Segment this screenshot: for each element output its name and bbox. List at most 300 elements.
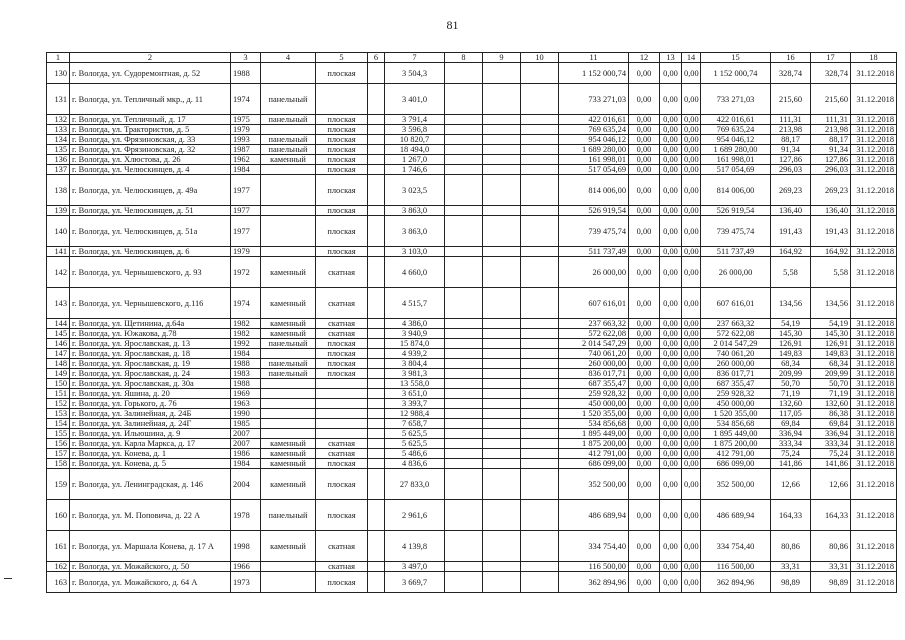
funding-cell: 0,00 <box>629 419 660 429</box>
empty-cell <box>368 572 385 593</box>
empty-cell <box>368 419 385 429</box>
column-number-header: 1 <box>47 53 70 63</box>
sum-cell: 740 061,20 <box>701 349 771 359</box>
unit-cost-cell: 164,92 <box>771 247 811 257</box>
wall-material-cell <box>261 409 316 419</box>
address-cell: г. Вологда, ул. Челюскинцев, д. 51а <box>70 216 231 247</box>
table-row <box>47 572 897 593</box>
funding-cell: 0,00 <box>682 257 701 288</box>
funding-cell: 0,00 <box>660 572 682 593</box>
unit-cost-cell: 127,86 <box>811 155 851 165</box>
address-cell: г. Вологда, ул. Челюскинцев, д. 49а <box>70 175 231 206</box>
row-number-cell: 146 <box>47 339 70 349</box>
year-cell: 1986 <box>231 449 261 459</box>
roof-type-cell <box>316 409 368 419</box>
row-number-cell: 136 <box>47 155 70 165</box>
funding-cell: 0,00 <box>660 531 682 562</box>
empty-cell <box>445 379 483 389</box>
empty-cell <box>521 145 559 155</box>
empty-cell <box>445 216 483 247</box>
table-row <box>47 216 897 247</box>
roof-type-cell: плоская <box>316 206 368 216</box>
empty-cell <box>445 562 483 572</box>
roof-type-cell: плоская <box>316 165 368 175</box>
year-cell: 1987 <box>231 145 261 155</box>
unit-cost-cell: 141,86 <box>811 459 851 469</box>
empty-cell <box>483 379 521 389</box>
funding-cell: 0,00 <box>629 339 660 349</box>
funding-cell: 0,00 <box>682 247 701 257</box>
date-cell: 31.12.2018 <box>851 115 897 125</box>
total-cost-cell: 517 054,69 <box>559 165 629 175</box>
column-number-header: 10 <box>521 53 559 63</box>
year-cell: 1984 <box>231 349 261 359</box>
roof-type-cell: скатная <box>316 562 368 572</box>
column-number-header: 14 <box>682 53 701 63</box>
sum-cell: 237 663,32 <box>701 319 771 329</box>
roof-type-cell: плоская <box>316 63 368 84</box>
funding-cell: 0,00 <box>660 319 682 329</box>
column-number-header: 5 <box>316 53 368 63</box>
table-row <box>47 389 897 399</box>
date-cell: 31.12.2018 <box>851 145 897 155</box>
row-number-cell: 131 <box>47 84 70 115</box>
sum-cell: 450 000,00 <box>701 399 771 409</box>
unit-cost-cell: 98,89 <box>771 572 811 593</box>
empty-cell <box>483 115 521 125</box>
table-row <box>47 145 897 155</box>
row-number-cell: 150 <box>47 379 70 389</box>
sum-cell: 1 875 200,00 <box>701 439 771 449</box>
funding-cell: 0,00 <box>660 63 682 84</box>
row-number-cell: 149 <box>47 369 70 379</box>
table-row <box>47 459 897 469</box>
table-row <box>47 135 897 145</box>
total-cost-cell: 1 875 200,00 <box>559 439 629 449</box>
unit-cost-cell: 75,24 <box>811 449 851 459</box>
empty-cell <box>483 469 521 500</box>
funding-cell: 0,00 <box>660 439 682 449</box>
sum-cell: 362 894,96 <box>701 572 771 593</box>
column-number-header: 11 <box>559 53 629 63</box>
unit-cost-cell: 149,83 <box>811 349 851 359</box>
empty-cell <box>483 531 521 562</box>
unit-cost-cell: 213,98 <box>771 125 811 135</box>
funding-cell: 0,00 <box>629 531 660 562</box>
unit-cost-cell: 12,66 <box>771 469 811 500</box>
empty-cell <box>483 135 521 145</box>
funding-cell: 0,00 <box>682 175 701 206</box>
empty-cell <box>483 339 521 349</box>
funding-cell: 0,00 <box>660 216 682 247</box>
funding-cell: 0,00 <box>682 572 701 593</box>
address-cell: г. Вологда, ул. Ярославская, д. 13 <box>70 339 231 349</box>
unit-cost-cell: 215,60 <box>811 84 851 115</box>
table-row <box>47 359 897 369</box>
funding-cell: 0,00 <box>682 459 701 469</box>
sum-cell: 739 475,74 <box>701 216 771 247</box>
wall-material-cell <box>261 419 316 429</box>
funding-cell: 0,00 <box>682 439 701 449</box>
unit-cost-cell: 145,30 <box>811 329 851 339</box>
empty-cell <box>521 419 559 429</box>
unit-cost-cell: 86,38 <box>811 409 851 419</box>
year-cell: 1998 <box>231 531 261 562</box>
area-cell: 5 486,6 <box>385 449 445 459</box>
unit-cost-cell: 54,19 <box>811 319 851 329</box>
empty-cell <box>521 449 559 459</box>
year-cell: 1974 <box>231 84 261 115</box>
table-row <box>47 115 897 125</box>
date-cell: 31.12.2018 <box>851 369 897 379</box>
year-cell: 1979 <box>231 125 261 135</box>
roof-type-cell <box>316 84 368 115</box>
total-cost-cell: 237 663,32 <box>559 319 629 329</box>
wall-material-cell <box>261 125 316 135</box>
wall-material-cell: панельный <box>261 359 316 369</box>
address-cell: г. Вологда, ул. Тепличный, д. 17 <box>70 115 231 125</box>
unit-cost-cell: 269,23 <box>771 175 811 206</box>
unit-cost-cell: 111,31 <box>811 115 851 125</box>
funding-cell: 0,00 <box>682 63 701 84</box>
table-row <box>47 500 897 531</box>
roof-type-cell: плоская <box>316 459 368 469</box>
empty-cell <box>368 399 385 409</box>
empty-cell <box>521 389 559 399</box>
funding-cell: 0,00 <box>682 319 701 329</box>
address-cell: г. Вологда, ул. Залинейная, д. 24Б <box>70 409 231 419</box>
empty-cell <box>368 500 385 531</box>
row-number-cell: 158 <box>47 459 70 469</box>
total-cost-cell: 1 152 000,74 <box>559 63 629 84</box>
empty-cell <box>521 135 559 145</box>
unit-cost-cell: 69,84 <box>771 419 811 429</box>
table-row <box>47 531 897 562</box>
wall-material-cell: каменный <box>261 439 316 449</box>
empty-cell <box>445 319 483 329</box>
empty-cell <box>521 459 559 469</box>
page-number: 81 <box>446 18 459 32</box>
unit-cost-cell: 145,30 <box>771 329 811 339</box>
address-cell: г. Вологда, ул. Трактористов, д. 5 <box>70 125 231 135</box>
date-cell: 31.12.2018 <box>851 459 897 469</box>
total-cost-cell: 1 689 280,00 <box>559 145 629 155</box>
unit-cost-cell: 336,94 <box>811 429 851 439</box>
empty-cell <box>445 459 483 469</box>
unit-cost-cell: 136,40 <box>811 206 851 216</box>
area-cell: 4 515,7 <box>385 288 445 319</box>
address-cell: г. Вологда, ул. Хлюстова, д. 26 <box>70 155 231 165</box>
year-cell: 1988 <box>231 63 261 84</box>
funding-cell: 0,00 <box>682 389 701 399</box>
empty-cell <box>521 319 559 329</box>
empty-cell <box>483 257 521 288</box>
wall-material-cell: каменный <box>261 459 316 469</box>
funding-cell: 0,00 <box>629 206 660 216</box>
area-cell: 3 804,4 <box>385 359 445 369</box>
roof-type-cell <box>316 379 368 389</box>
table-row <box>47 84 897 115</box>
unit-cost-cell: 117,05 <box>771 409 811 419</box>
sum-cell: 572 622,08 <box>701 329 771 339</box>
unit-cost-cell: 50,70 <box>811 379 851 389</box>
table-row <box>47 419 897 429</box>
table-row <box>47 409 897 419</box>
sum-cell: 1 152 000,74 <box>701 63 771 84</box>
funding-cell: 0,00 <box>682 531 701 562</box>
empty-cell <box>368 145 385 155</box>
empty-cell <box>483 288 521 319</box>
unit-cost-cell: 126,91 <box>771 339 811 349</box>
row-number-cell: 157 <box>47 449 70 459</box>
roof-type-cell: плоская <box>316 155 368 165</box>
date-cell: 31.12.2018 <box>851 469 897 500</box>
funding-cell: 0,00 <box>629 469 660 500</box>
empty-cell <box>521 329 559 339</box>
empty-cell <box>483 155 521 165</box>
empty-cell <box>445 349 483 359</box>
column-number-header: 12 <box>629 53 660 63</box>
empty-cell <box>368 216 385 247</box>
row-number-cell: 133 <box>47 125 70 135</box>
date-cell: 31.12.2018 <box>851 379 897 389</box>
roof-type-cell: плоская <box>316 469 368 500</box>
empty-cell <box>445 389 483 399</box>
unit-cost-cell: 68,34 <box>811 359 851 369</box>
year-cell: 1977 <box>231 206 261 216</box>
funding-cell: 0,00 <box>660 175 682 206</box>
date-cell: 31.12.2018 <box>851 175 897 206</box>
funding-cell: 0,00 <box>629 257 660 288</box>
empty-cell <box>521 349 559 359</box>
sum-cell: 1 895 449,00 <box>701 429 771 439</box>
empty-cell <box>445 329 483 339</box>
address-cell: г. Вологда, ул. Можайского, д. 64 А <box>70 572 231 593</box>
empty-cell <box>445 399 483 409</box>
address-cell: г. Вологда, ул. Конева, д. 1 <box>70 449 231 459</box>
funding-cell: 0,00 <box>629 439 660 449</box>
funding-cell: 0,00 <box>682 329 701 339</box>
wall-material-cell: каменный <box>261 449 316 459</box>
roof-type-cell: скатная <box>316 288 368 319</box>
funding-cell: 0,00 <box>660 399 682 409</box>
empty-cell <box>368 429 385 439</box>
roof-type-cell: плоская <box>316 572 368 593</box>
empty-cell <box>368 84 385 115</box>
roof-type-cell <box>316 399 368 409</box>
roof-type-cell: плоская <box>316 135 368 145</box>
wall-material-cell <box>261 572 316 593</box>
funding-cell: 0,00 <box>682 469 701 500</box>
empty-cell <box>483 409 521 419</box>
empty-cell <box>483 419 521 429</box>
funding-cell: 0,00 <box>660 247 682 257</box>
empty-cell <box>521 379 559 389</box>
column-number-header: 15 <box>701 53 771 63</box>
empty-cell <box>445 339 483 349</box>
unit-cost-cell: 132,60 <box>811 399 851 409</box>
area-cell: 3 504,3 <box>385 63 445 84</box>
row-number-cell: 144 <box>47 319 70 329</box>
funding-cell: 0,00 <box>660 449 682 459</box>
total-cost-cell: 572 622,08 <box>559 329 629 339</box>
roof-type-cell: скатная <box>316 531 368 562</box>
empty-cell <box>445 165 483 175</box>
empty-cell <box>368 339 385 349</box>
area-cell: 3 497,0 <box>385 562 445 572</box>
table-row <box>47 247 897 257</box>
empty-cell <box>521 531 559 562</box>
address-cell: г. Вологда, ул. Тепличный мкр., д. 11 <box>70 84 231 115</box>
total-cost-cell: 161 998,01 <box>559 155 629 165</box>
unit-cost-cell: 5,58 <box>811 257 851 288</box>
funding-cell: 0,00 <box>682 135 701 145</box>
empty-cell <box>483 165 521 175</box>
area-cell: 4 660,0 <box>385 257 445 288</box>
wall-material-cell <box>261 379 316 389</box>
year-cell: 1988 <box>231 379 261 389</box>
year-cell: 1974 <box>231 288 261 319</box>
table-row <box>47 319 897 329</box>
area-cell: 12 988,4 <box>385 409 445 419</box>
row-number-cell: 154 <box>47 419 70 429</box>
wall-material-cell: каменный <box>261 155 316 165</box>
address-cell: г. Вологда, ул. Ильюшина, д. 9 <box>70 429 231 439</box>
funding-cell: 0,00 <box>682 216 701 247</box>
funding-cell: 0,00 <box>660 155 682 165</box>
funding-cell: 0,00 <box>660 339 682 349</box>
empty-cell <box>521 339 559 349</box>
empty-cell <box>368 115 385 125</box>
funding-cell: 0,00 <box>660 409 682 419</box>
funding-cell: 0,00 <box>682 399 701 409</box>
year-cell: 1988 <box>231 359 261 369</box>
funding-cell: 0,00 <box>629 329 660 339</box>
funding-cell: 0,00 <box>660 379 682 389</box>
area-cell: 1 267,0 <box>385 155 445 165</box>
sum-cell: 161 998,01 <box>701 155 771 165</box>
wall-material-cell: каменный <box>261 469 316 500</box>
unit-cost-cell: 88,17 <box>771 135 811 145</box>
margin-mark <box>4 578 12 579</box>
funding-cell: 0,00 <box>682 288 701 319</box>
year-cell: 1973 <box>231 572 261 593</box>
funding-cell: 0,00 <box>629 359 660 369</box>
total-cost-cell: 733 271,03 <box>559 84 629 115</box>
unit-cost-cell: 209,99 <box>771 369 811 379</box>
unit-cost-cell: 80,86 <box>771 531 811 562</box>
funding-cell: 0,00 <box>660 562 682 572</box>
empty-cell <box>483 359 521 369</box>
area-cell: 3 596,8 <box>385 125 445 135</box>
unit-cost-cell: 33,31 <box>811 562 851 572</box>
funding-cell: 0,00 <box>629 389 660 399</box>
total-cost-cell: 116 500,00 <box>559 562 629 572</box>
empty-cell <box>445 145 483 155</box>
year-cell: 1984 <box>231 165 261 175</box>
date-cell: 31.12.2018 <box>851 572 897 593</box>
table-row <box>47 349 897 359</box>
empty-cell <box>483 216 521 247</box>
year-cell: 1993 <box>231 135 261 145</box>
roof-type-cell: скатная <box>316 329 368 339</box>
total-cost-cell: 1 520 355,00 <box>559 409 629 419</box>
empty-cell <box>445 572 483 593</box>
total-cost-cell: 26 000,00 <box>559 257 629 288</box>
date-cell: 31.12.2018 <box>851 63 897 84</box>
address-cell: г. Вологда, ул. Челюскинцев, д. 51 <box>70 206 231 216</box>
funding-cell: 0,00 <box>682 379 701 389</box>
sum-cell: 526 919,54 <box>701 206 771 216</box>
empty-cell <box>368 469 385 500</box>
sum-cell: 486 689,94 <box>701 500 771 531</box>
table-row <box>47 379 897 389</box>
sum-cell: 733 271,03 <box>701 84 771 115</box>
unit-cost-cell: 269,23 <box>811 175 851 206</box>
empty-cell <box>368 257 385 288</box>
sum-cell: 534 856,68 <box>701 419 771 429</box>
empty-cell <box>483 206 521 216</box>
funding-cell: 0,00 <box>682 165 701 175</box>
year-cell: 1972 <box>231 257 261 288</box>
funding-cell: 0,00 <box>660 257 682 288</box>
empty-cell <box>445 155 483 165</box>
empty-cell <box>483 329 521 339</box>
funding-cell: 0,00 <box>660 165 682 175</box>
roof-type-cell: плоская <box>316 349 368 359</box>
empty-cell <box>521 409 559 419</box>
row-number-cell: 163 <box>47 572 70 593</box>
unit-cost-cell: 12,66 <box>811 469 851 500</box>
sum-cell: 260 000,00 <box>701 359 771 369</box>
funding-cell: 0,00 <box>629 145 660 155</box>
total-cost-cell: 450 000,00 <box>559 399 629 409</box>
funding-cell: 0,00 <box>682 339 701 349</box>
area-cell: 3 023,5 <box>385 175 445 206</box>
funding-cell: 0,00 <box>629 125 660 135</box>
funding-cell: 0,00 <box>660 125 682 135</box>
funding-cell: 0,00 <box>660 459 682 469</box>
area-cell: 4 386,0 <box>385 319 445 329</box>
area-cell: 27 833,0 <box>385 469 445 500</box>
sum-cell: 517 054,69 <box>701 165 771 175</box>
funding-cell: 0,00 <box>660 206 682 216</box>
year-cell: 1977 <box>231 216 261 247</box>
empty-cell <box>368 63 385 84</box>
empty-cell <box>483 500 521 531</box>
year-cell: 1992 <box>231 339 261 349</box>
unit-cost-cell: 111,31 <box>771 115 811 125</box>
unit-cost-cell: 68,34 <box>771 359 811 369</box>
unit-cost-cell: 149,83 <box>771 349 811 359</box>
empty-cell <box>368 165 385 175</box>
area-cell: 3 940,9 <box>385 329 445 339</box>
funding-cell: 0,00 <box>629 572 660 593</box>
empty-cell <box>368 459 385 469</box>
empty-cell <box>521 175 559 206</box>
address-cell: г. Вологда, ул. Судоремонтная, д. 52 <box>70 63 231 84</box>
funding-cell: 0,00 <box>660 115 682 125</box>
total-cost-cell: 686 099,00 <box>559 459 629 469</box>
column-number-header: 4 <box>261 53 316 63</box>
date-cell: 31.12.2018 <box>851 288 897 319</box>
roof-type-cell: скатная <box>316 257 368 288</box>
roof-type-cell: скатная <box>316 319 368 329</box>
wall-material-cell <box>261 165 316 175</box>
sum-cell: 1 689 280,00 <box>701 145 771 155</box>
funding-cell: 0,00 <box>660 389 682 399</box>
address-cell: г. Вологда, ул. Маршала Конева, д. 17 А <box>70 531 231 562</box>
